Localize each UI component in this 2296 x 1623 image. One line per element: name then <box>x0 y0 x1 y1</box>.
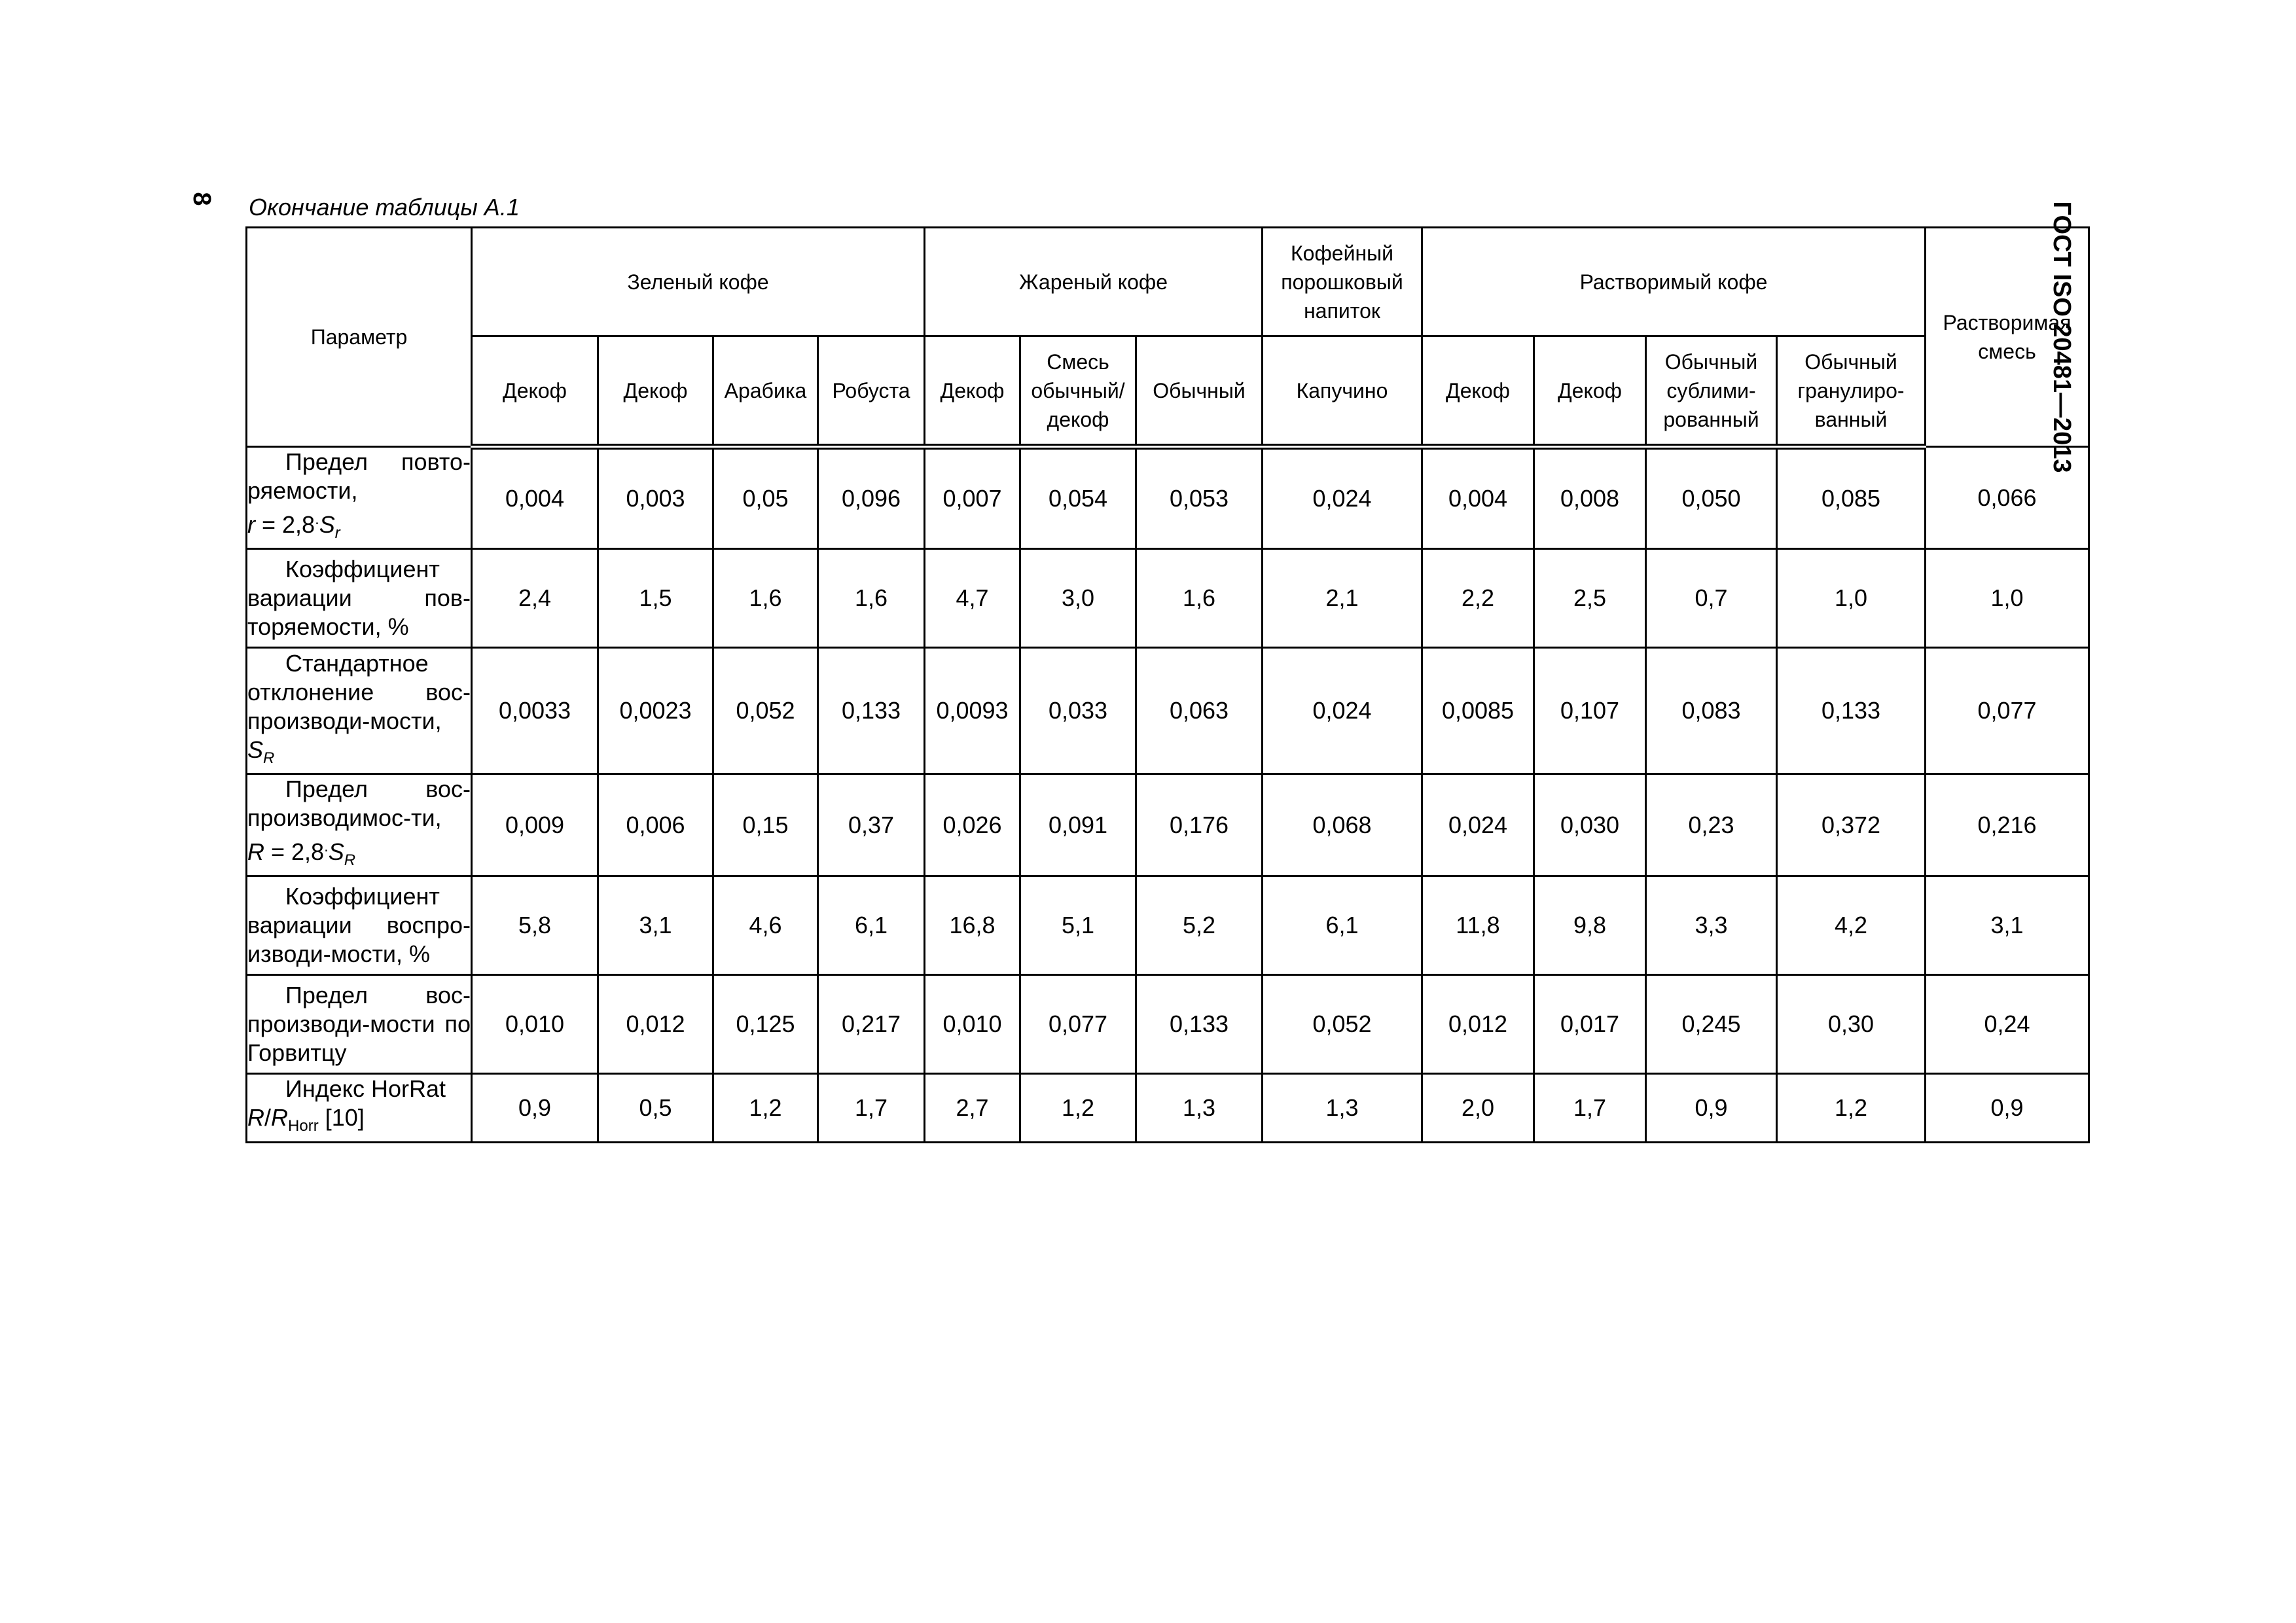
table-cell: 0,23 <box>1646 774 1777 876</box>
table-cell: 0,085 <box>1777 447 1926 549</box>
table-cell: 0,063 <box>1136 648 1263 774</box>
table-cell: 1,6 <box>818 549 925 648</box>
table-cell: 0,030 <box>1534 774 1646 876</box>
table-cell: 0,006 <box>598 774 713 876</box>
header-powder-drink-label: Кофейный порошковый напиток <box>1281 241 1403 323</box>
table-row <box>247 975 2089 1074</box>
table-cell: 1,6 <box>1136 549 1263 648</box>
param-text: Коэффициент вариации пов-торяемости, % <box>247 556 471 641</box>
table-cell: 2,1 <box>1263 549 1422 648</box>
header-powder-drink <box>1263 228 1422 336</box>
table-cell: 0,0033 <box>472 648 598 774</box>
table-cell: 0,091 <box>1020 774 1136 876</box>
header-instant-granulated <box>1777 336 1926 447</box>
table-cell: 0,054 <box>1020 447 1136 549</box>
param-text: Стандартное отклонение вос-производи-мости, <box>247 649 471 734</box>
header-param: Параметр <box>247 228 472 447</box>
table-row <box>247 648 2089 774</box>
table-cell: 0,5 <box>598 1074 713 1142</box>
table-cell: 0,24 <box>1926 975 2089 1074</box>
table-cell: 0,012 <box>598 975 713 1074</box>
table-row <box>247 876 2089 975</box>
param-text: Предел вос-производимос-ти, <box>247 776 471 832</box>
table-cell: 2,7 <box>925 1074 1020 1142</box>
row-param: Стандартное отклонение вос-производи-мости, $S_R$ <box>247 648 472 774</box>
header-roasted-regular: Обычный <box>1136 336 1263 447</box>
table-cell: 1,6 <box>713 549 818 648</box>
table-cell: 0,245 <box>1646 975 1777 1074</box>
table-cell: 0,007 <box>925 447 1020 549</box>
table-cell: 0,125 <box>713 975 818 1074</box>
table-cell: 0,024 <box>1422 774 1534 876</box>
row-param: Предел вос-производимос-ти, $R = 2,8^.S_R$ <box>247 774 472 876</box>
table-cell: 0,024 <box>1263 648 1422 774</box>
table-cell: 5,8 <box>472 876 598 975</box>
table-cell: 0,050 <box>1646 447 1777 549</box>
table-cell: 0,217 <box>818 975 925 1074</box>
table-cell: 0,133 <box>1136 975 1263 1074</box>
param-formula: r <box>247 511 255 538</box>
table-cell: 5,2 <box>1136 876 1263 975</box>
table-cell: 2,5 <box>1534 549 1646 648</box>
header-green-coffee: Зеленый кофе <box>472 228 925 336</box>
table-cell: 0,026 <box>925 774 1020 876</box>
row-param <box>247 549 472 648</box>
param-formula: R <box>247 1104 264 1132</box>
table-cell: 0,017 <box>1534 975 1646 1074</box>
header-roasted-blend-label: Смесь обычный/ декоф <box>1031 349 1125 431</box>
table-cell: 0,372 <box>1777 774 1926 876</box>
table-cell: 1,5 <box>598 549 713 648</box>
row-param <box>247 975 472 1074</box>
table-cell: 0,0085 <box>1422 648 1534 774</box>
param-formula: S <box>247 736 264 763</box>
table-cell: 0,008 <box>1534 447 1646 549</box>
table-row <box>247 447 2089 549</box>
table-cell: 0,9 <box>1926 1074 2089 1142</box>
table-cell: 6,1 <box>818 876 925 975</box>
table-cell: 4,6 <box>713 876 818 975</box>
param-text: Индекс HorRat <box>285 1075 446 1103</box>
table-cell: 1,7 <box>818 1074 925 1142</box>
table-cell: 0,052 <box>713 648 818 774</box>
table-cell: 0,083 <box>1646 648 1777 774</box>
header-row-sub <box>247 336 2089 447</box>
table-cell: 0,077 <box>1926 648 2089 774</box>
table-cell: 0,15 <box>713 774 818 876</box>
table-cell: 11,8 <box>1422 876 1534 975</box>
table-cell: 0,0093 <box>925 648 1020 774</box>
table-cell: 0,133 <box>1777 648 1926 774</box>
table-cell: 0,053 <box>1136 447 1263 549</box>
table-cell: 4,2 <box>1777 876 1926 975</box>
table-cell: 0,004 <box>1422 447 1534 549</box>
table-cell: 0,0023 <box>598 648 713 774</box>
table-cell: 0,068 <box>1263 774 1422 876</box>
table-cell: 2,4 <box>472 549 598 648</box>
header-green-robusta: Робуста <box>818 336 925 447</box>
table-cell: 0,176 <box>1136 774 1263 876</box>
header-green-decaf-1: Декоф <box>472 336 598 447</box>
row-param <box>247 876 472 975</box>
header-instant-decaf-1: Декоф <box>1422 336 1534 447</box>
table-cell: 0,30 <box>1777 975 1926 1074</box>
table-cell: 1,2 <box>713 1074 818 1142</box>
param-text: Коэффициент вариации воспро-изводи-мости, % <box>247 883 471 968</box>
header-instant-decaf-2: Декоф <box>1534 336 1646 447</box>
table-cell: 1,2 <box>1777 1074 1926 1142</box>
table-cell: 0,010 <box>472 975 598 1074</box>
table-cell: 2,0 <box>1422 1074 1534 1142</box>
header-green-decaf-2: Декоф <box>598 336 713 447</box>
header-instant-freeze-dried <box>1646 336 1777 447</box>
param-formula: R <box>247 838 264 866</box>
table-cell: 3,1 <box>1926 876 2089 975</box>
table-cell: 9,8 <box>1534 876 1646 975</box>
table-cell: 0,133 <box>818 648 925 774</box>
table-cell: 0,012 <box>1422 975 1534 1074</box>
header-roasted-decaf: Декоф <box>925 336 1020 447</box>
table-cell: 0,077 <box>1020 975 1136 1074</box>
document-code: ГОСТ ISO 20481—2013 <box>2048 201 2076 473</box>
table-cell: 0,024 <box>1263 447 1422 549</box>
table-cell: 0,216 <box>1926 774 2089 876</box>
table-cell: 0,096 <box>818 447 925 549</box>
header-roasted-blend <box>1020 336 1136 447</box>
table-row <box>247 774 2089 876</box>
table-cell: 16,8 <box>925 876 1020 975</box>
table-cell: 0,052 <box>1263 975 1422 1074</box>
row-param: Предел повто-ряемости, $r = 2,8^.S_r$ <box>247 447 472 549</box>
table-cell: 5,1 <box>1020 876 1136 975</box>
page-number: 8 <box>188 192 216 206</box>
table-row <box>247 1074 2089 1142</box>
header-instant-granulated-label: Обычный гранулиро-ванный <box>1797 349 1905 431</box>
table-cell: 0,9 <box>1646 1074 1777 1142</box>
table-cell: 1,7 <box>1534 1074 1646 1142</box>
table-cell: 1,2 <box>1020 1074 1136 1142</box>
table-row <box>247 549 2089 648</box>
table-cell: 3,1 <box>598 876 713 975</box>
table-cell: 1,0 <box>1926 549 2089 648</box>
table-cell: 0,9 <box>472 1074 598 1142</box>
table-cell: 1,0 <box>1777 549 1926 648</box>
table-caption: Окончание таблицы А.1 <box>249 194 520 221</box>
header-instant-coffee: Растворимый кофе <box>1422 228 1926 336</box>
table-cell: 0,05 <box>713 447 818 549</box>
table-cell: 0,003 <box>598 447 713 549</box>
table-cell: 0,066 <box>1926 447 2089 549</box>
table-cell: 0,7 <box>1646 549 1777 648</box>
table-cell: 1,3 <box>1263 1074 1422 1142</box>
param-text: Предел вос-производи-мости по Горвитцу <box>247 982 471 1067</box>
table-cell: 0,004 <box>472 447 598 549</box>
header-roasted-coffee: Жареный кофе <box>925 228 1263 336</box>
table-cell: 6,1 <box>1263 876 1422 975</box>
table-cell: 0,010 <box>925 975 1020 1074</box>
table-cell: 0,009 <box>472 774 598 876</box>
table-cell: 2,2 <box>1422 549 1534 648</box>
header-instant-mix-label: Растворимая смесь <box>1943 311 2072 363</box>
table-cell: 0,107 <box>1534 648 1646 774</box>
header-row-groups <box>247 228 2089 336</box>
data-table <box>245 226 2090 1143</box>
table-cell: 0,033 <box>1020 648 1136 774</box>
header-instant-freeze-dried-label: Обычный сублими-рованный <box>1663 349 1759 431</box>
param-text: Предел повто-ряемости, <box>247 448 471 504</box>
table-cell: 1,3 <box>1136 1074 1263 1142</box>
row-param: Индекс HorRat $R/R_{Horr}$ [10] <box>247 1074 472 1142</box>
header-powder-cappuccino: Капучино <box>1263 336 1422 447</box>
table-cell: 4,7 <box>925 549 1020 648</box>
table-cell: 0,37 <box>818 774 925 876</box>
header-green-arabica: Арабика <box>713 336 818 447</box>
table-cell: 3,0 <box>1020 549 1136 648</box>
header-instant-mix <box>1926 228 2089 447</box>
table-cell: 3,3 <box>1646 876 1777 975</box>
